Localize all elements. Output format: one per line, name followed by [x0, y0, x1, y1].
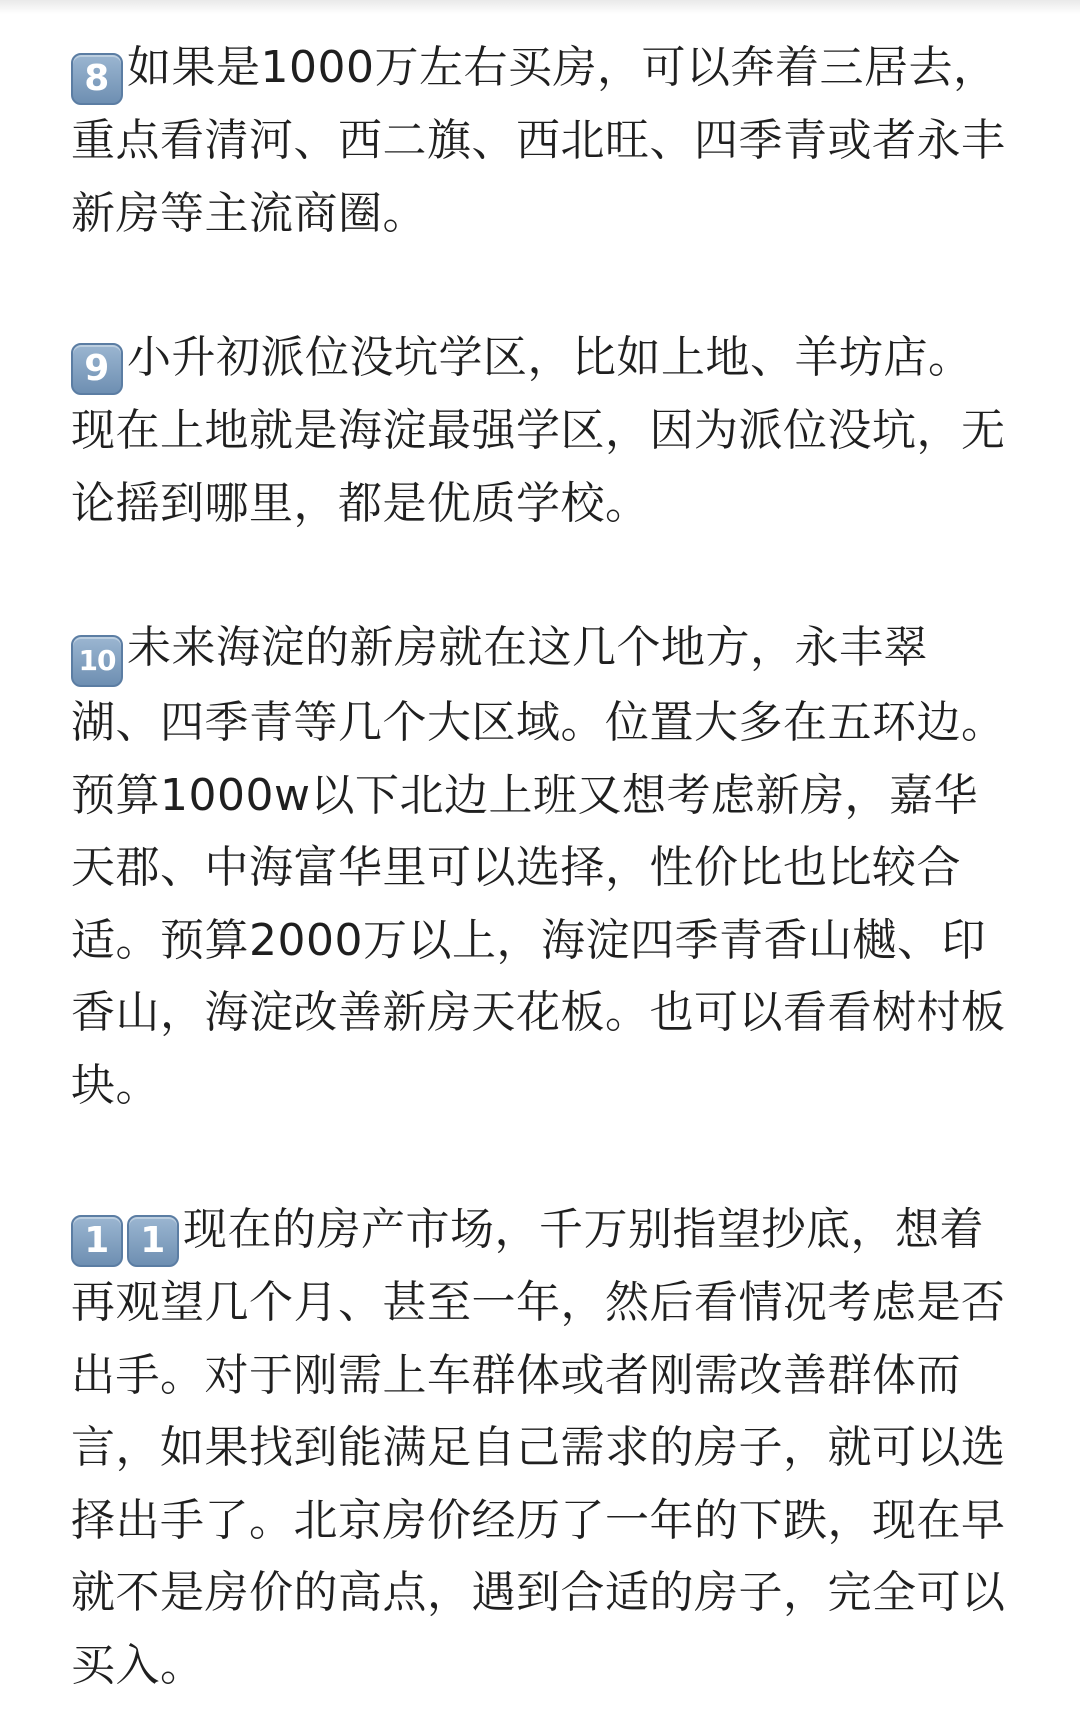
keycap-number-badge: 1: [127, 1215, 179, 1267]
paragraph-text: 未来海淀的新房就在这几个地方，永丰翠湖、四季青等几个大区域。位置大多在五环边。预算1000w以下北边上班又想考虑新房，嘉华天郡、中海富华里可以选择，性价比也比较合适。预算2000万以上，海淀四季青香山樾、印香山，海淀改善新房天花板。也可以看看树村板块。: [71, 622, 1006, 1111]
paragraph-text: 现在的房产市场，千万别指望抄底，想着再观望几个月、甚至一年，然后看情况考虑是否出手。对于刚需上车群体或者刚需改善群体而言，如果找到能满足自己需求的房子，就可以选择出手了。北京房价经历了一年的下跌，现在早就不是房价的高点，遇到合适的房子，完全可以买入。: [71, 1204, 1006, 1691]
article-body: [71, 32, 1011, 1702]
paragraph-11: [71, 1194, 1011, 1702]
keycap-number-badge: 1: [71, 1215, 123, 1267]
paragraph-9: [71, 322, 1011, 540]
keycap-number-badge: 10: [71, 635, 123, 687]
top-edge-shadow: [0, 0, 1080, 14]
paragraph-text: 小升初派位没坑学区，比如上地、羊坊店。现在上地就是海淀最强学区，因为派位没坑，无论摇到哪里，都是优质学校。: [71, 332, 1006, 529]
keycap-number-badge: 8: [71, 53, 123, 105]
keycap-number-badge: 9: [71, 343, 123, 395]
paragraph-text: 如果是1000万左右买房，可以奔着三居去，重点看清河、西二旗、西北旺、四季青或者永丰新房等主流商圈。: [71, 42, 1006, 239]
paragraph-10: [71, 612, 1011, 1122]
paragraph-8: [71, 32, 1011, 250]
